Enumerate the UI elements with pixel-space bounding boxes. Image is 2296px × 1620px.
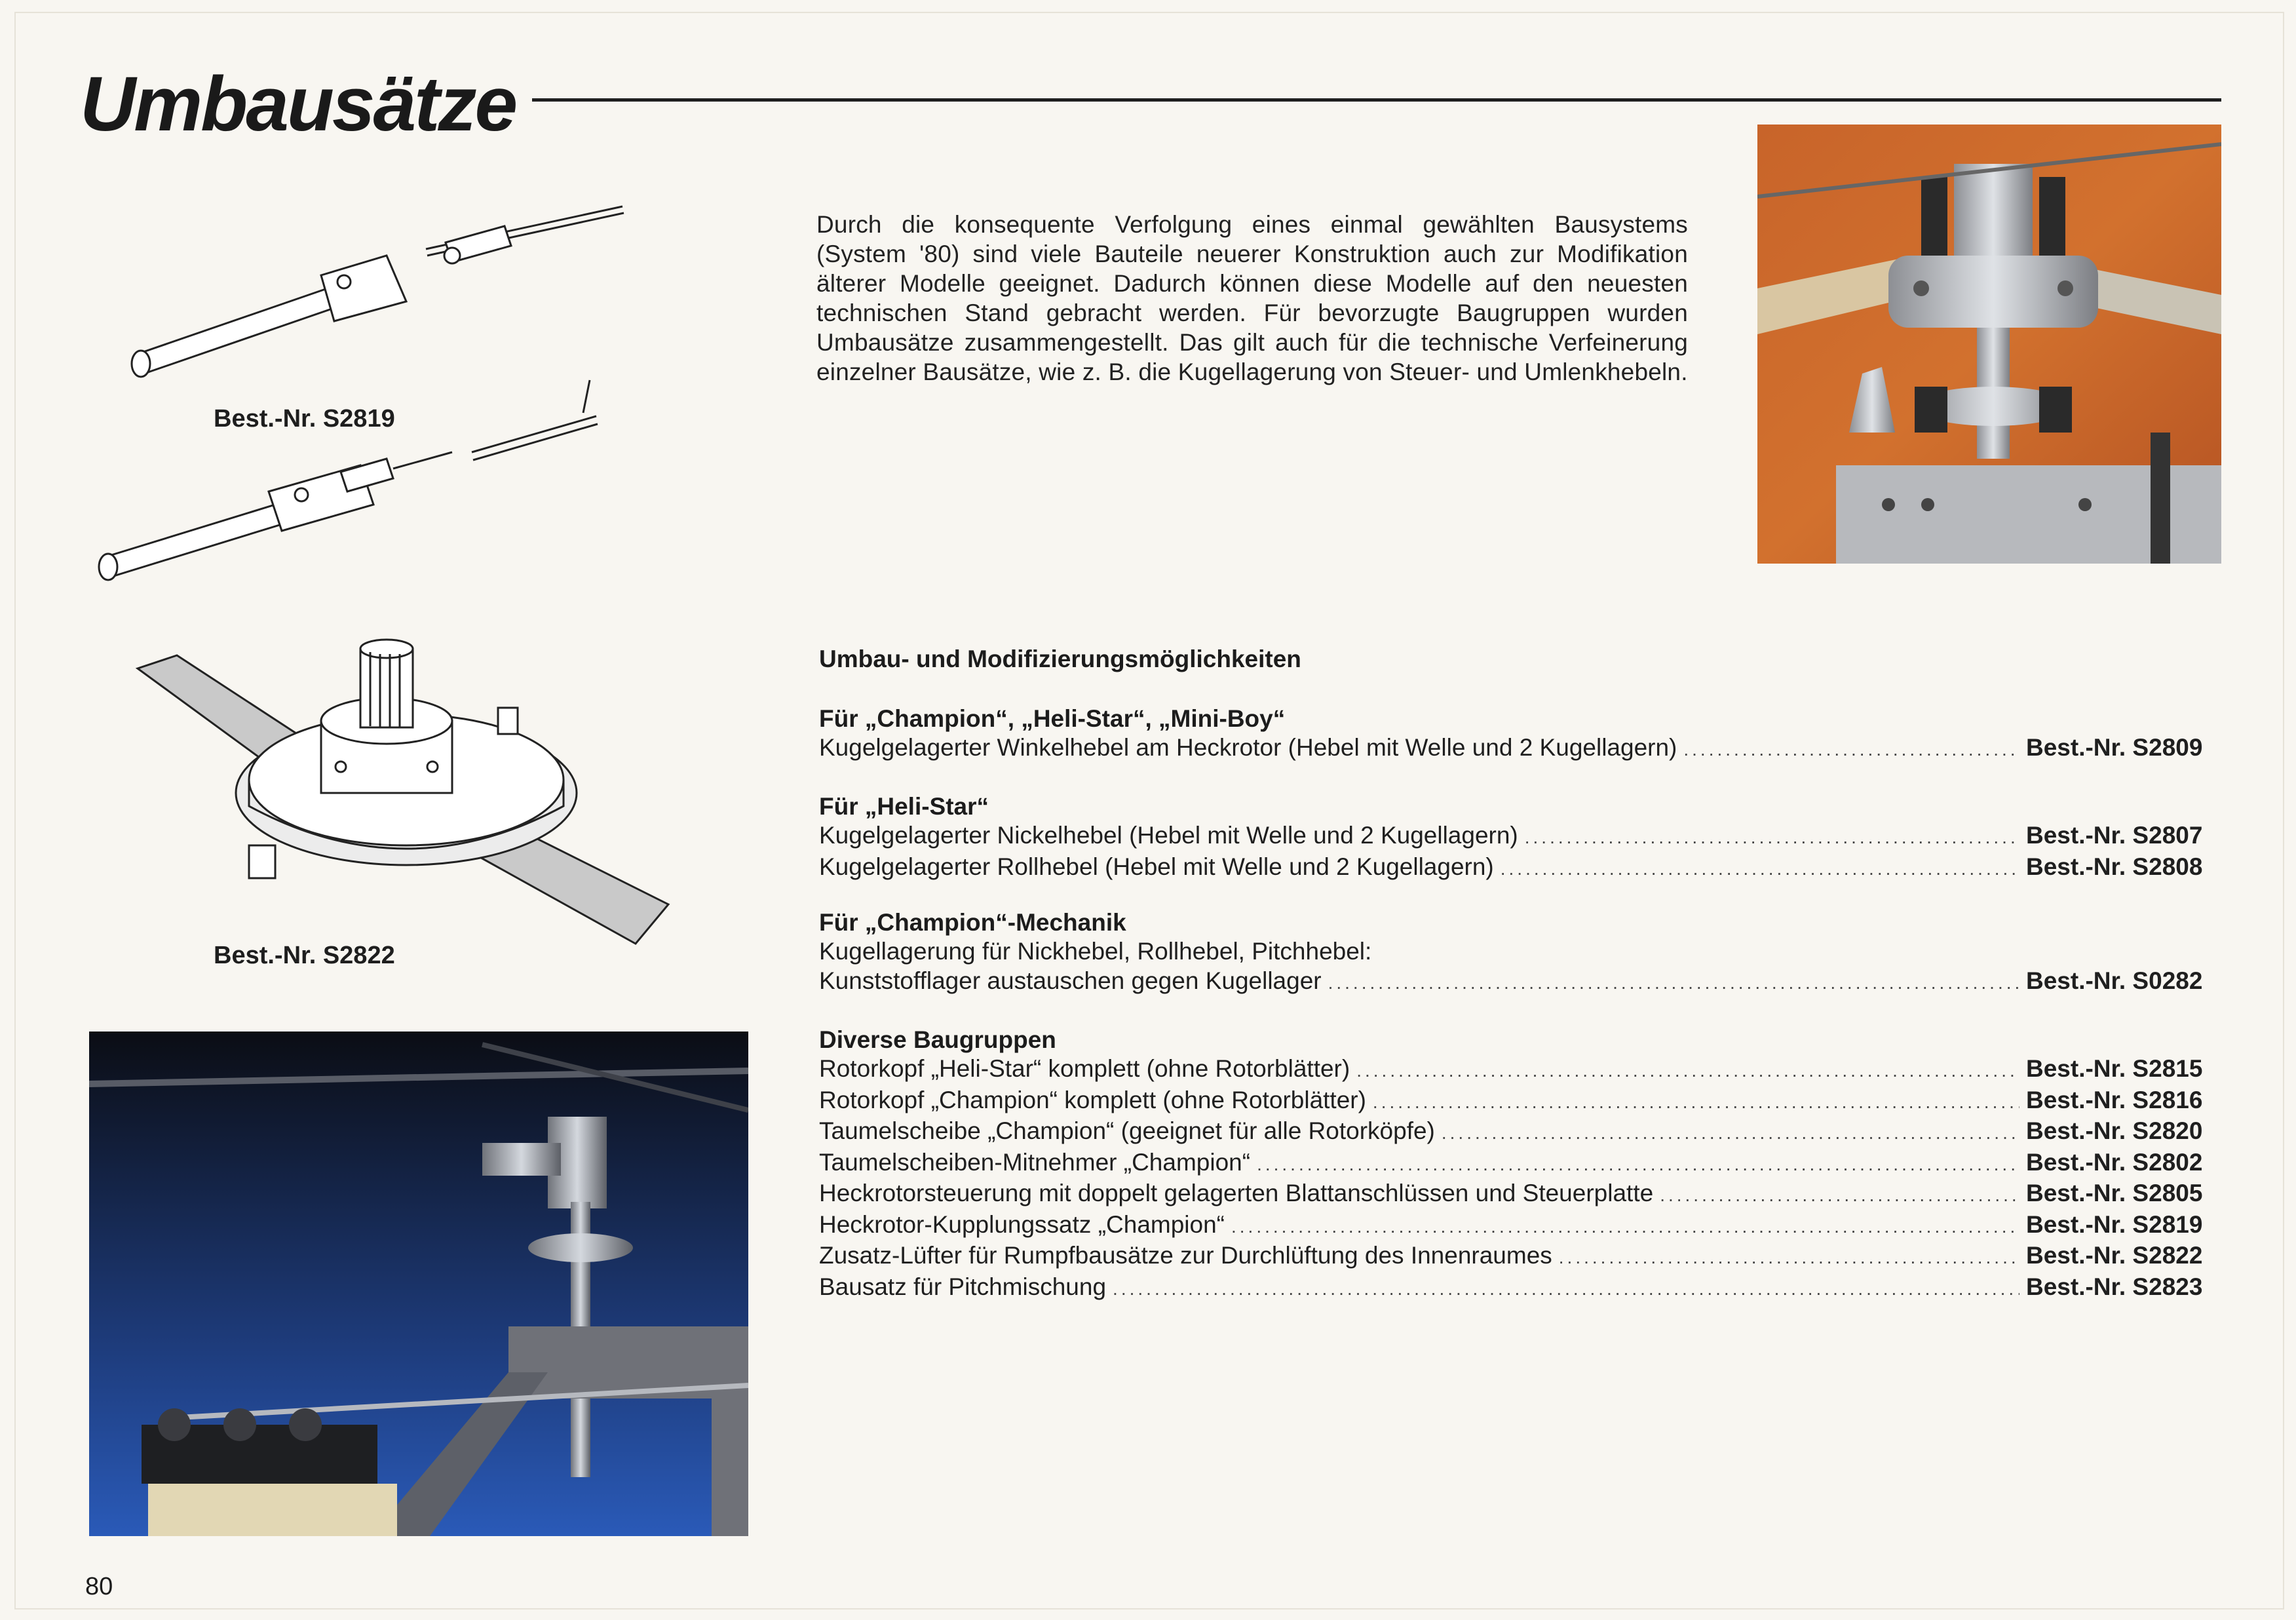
option-lead-line <box>819 937 2223 967</box>
option-text: Heckrotor-Kupplungssatz „Champion“ <box>819 1210 1225 1238</box>
fan-drawing <box>131 629 695 973</box>
dot-leader <box>1525 823 2019 853</box>
order-number: Best.-Nr. S2802 <box>2026 1148 2203 1176</box>
group-title: Für „Champion“, „Heli-Star“, „Mini-Boy“ <box>819 705 1286 732</box>
order-number: Best.-Nr. S2816 <box>2026 1086 2203 1113</box>
group-title: Für „Champion“-Mechanik <box>819 909 1126 936</box>
dot-leader <box>1373 1088 2019 1117</box>
option-row <box>819 1148 2223 1180</box>
option-text: Zusatz-Lüfter für Rumpfbausätze zur Durchlüftung des Innenraumes <box>819 1242 1552 1269</box>
option-text: Kugelgelagerter Nickelhebel (Hebel mit Welle und 2 Kugellagern) <box>819 822 1518 849</box>
option-text: Taumelscheiben-Mitnehmer „Champion“ <box>819 1148 1251 1176</box>
option-row <box>819 1117 2223 1148</box>
group-title: Diverse Baugruppen <box>819 1026 1056 1053</box>
option-row <box>819 1179 2223 1210</box>
group-title: Für „Heli-Star“ <box>819 793 989 820</box>
dot-leader <box>1501 855 2019 884</box>
order-number: Best.-Nr. S2805 <box>2026 1180 2203 1206</box>
option-text: Kugelgelagerter Rollhebel (Hebel mit Welle und 2 Kugellagern) <box>819 853 1494 880</box>
shaft-coupling-drawing <box>85 190 649 613</box>
option-row <box>819 1054 2223 1086</box>
page-number: 80 <box>85 1573 113 1600</box>
order-number: Best.-Nr. S2807 <box>2026 822 2203 849</box>
order-number: Best.-Nr. S2820 <box>2026 1117 2203 1144</box>
dot-leader <box>1231 1212 2019 1242</box>
option-row <box>819 1086 2223 1117</box>
option-row <box>819 821 2223 853</box>
option-row <box>819 967 2223 998</box>
order-number: Best.-Nr. S2808 <box>2026 853 2203 880</box>
dot-leader <box>1683 735 2019 765</box>
shaft-drawing-label: Best.-Nr. S2819 <box>214 405 395 433</box>
option-group <box>819 792 2223 883</box>
option-row <box>819 1241 2223 1273</box>
option-text: Rotorkopf „Heli-Star“ komplett (ohne Rotorblätter) <box>819 1055 1350 1082</box>
option-text: Bausatz für Pitchmischung <box>819 1273 1107 1300</box>
order-number: Best.-Nr. S2819 <box>2026 1210 2203 1238</box>
option-row <box>819 1273 2223 1304</box>
order-number: Best.-Nr. S0282 <box>2026 967 2203 994</box>
dot-leader <box>1113 1275 2019 1304</box>
option-group <box>819 908 2223 997</box>
option-group <box>819 704 2223 765</box>
order-number: Best.-Nr. S2815 <box>2026 1055 2203 1082</box>
option-text: Kunststofflager austauschen gegen Kugellager <box>819 967 1322 994</box>
dot-leader <box>1442 1119 2019 1148</box>
option-text: Rotorkopf „Champion“ komplett (ohne Rotorblätter) <box>819 1086 1366 1113</box>
dot-leader <box>1559 1243 2019 1273</box>
dot-leader <box>1356 1056 2019 1086</box>
dot-leader <box>1660 1181 2019 1210</box>
option-group <box>819 1026 2223 1303</box>
order-number: Best.-Nr. S2823 <box>2026 1273 2203 1300</box>
options-heading: Umbau- und Modifizierungsmöglichkeiten <box>819 646 1301 672</box>
option-lead-text: Kugellagerung für Nickhebel, Rollhebel, Pitchhebel: <box>819 938 1372 965</box>
title-rule <box>532 98 2221 102</box>
order-number: Best.-Nr. S2809 <box>2026 734 2203 761</box>
option-text: Kugelgelagerter Winkelhebel am Heckrotor (Hebel mit Welle und 2 Kugellagern) <box>819 734 1677 761</box>
option-text: Taumelscheibe „Champion“ (geeignet für alle Rotorköpfe) <box>819 1117 1435 1144</box>
option-row <box>819 733 2223 765</box>
option-text: Heckrotorsteuerung mit doppelt gelagerten Blattanschlüssen und Steuerplatte <box>819 1180 1654 1206</box>
fan-drawing-label: Best.-Nr. S2822 <box>214 942 395 969</box>
rotor-head-photo <box>1757 125 2221 564</box>
option-row <box>819 853 2223 884</box>
option-row <box>819 1210 2223 1242</box>
intro-paragraph: Durch die konsequente Verfolgung eines einmal gewählten Bausystems (System '80) sind viele Bauteile neuerer Konstruktion auch zur Modifikation älterer Modelle geeignet. Dadurch können diese Modelle auf den neuesten technischen Stand gebracht werden. Für bevorzugte Baugruppen wurden Umbausätze zusammengestellt. Das gilt auch für die technische Verfeinerung einzelner Bausätze, wie z. B. die Kugellagerung von Steuer- und Umlenkhebeln. <box>816 211 1688 385</box>
dot-leader <box>1328 969 2019 998</box>
order-number: Best.-Nr. S2822 <box>2026 1242 2203 1269</box>
dot-leader <box>1257 1150 2019 1180</box>
page-title: Umbausätze <box>80 61 516 147</box>
mechanics-photo <box>89 1032 748 1536</box>
